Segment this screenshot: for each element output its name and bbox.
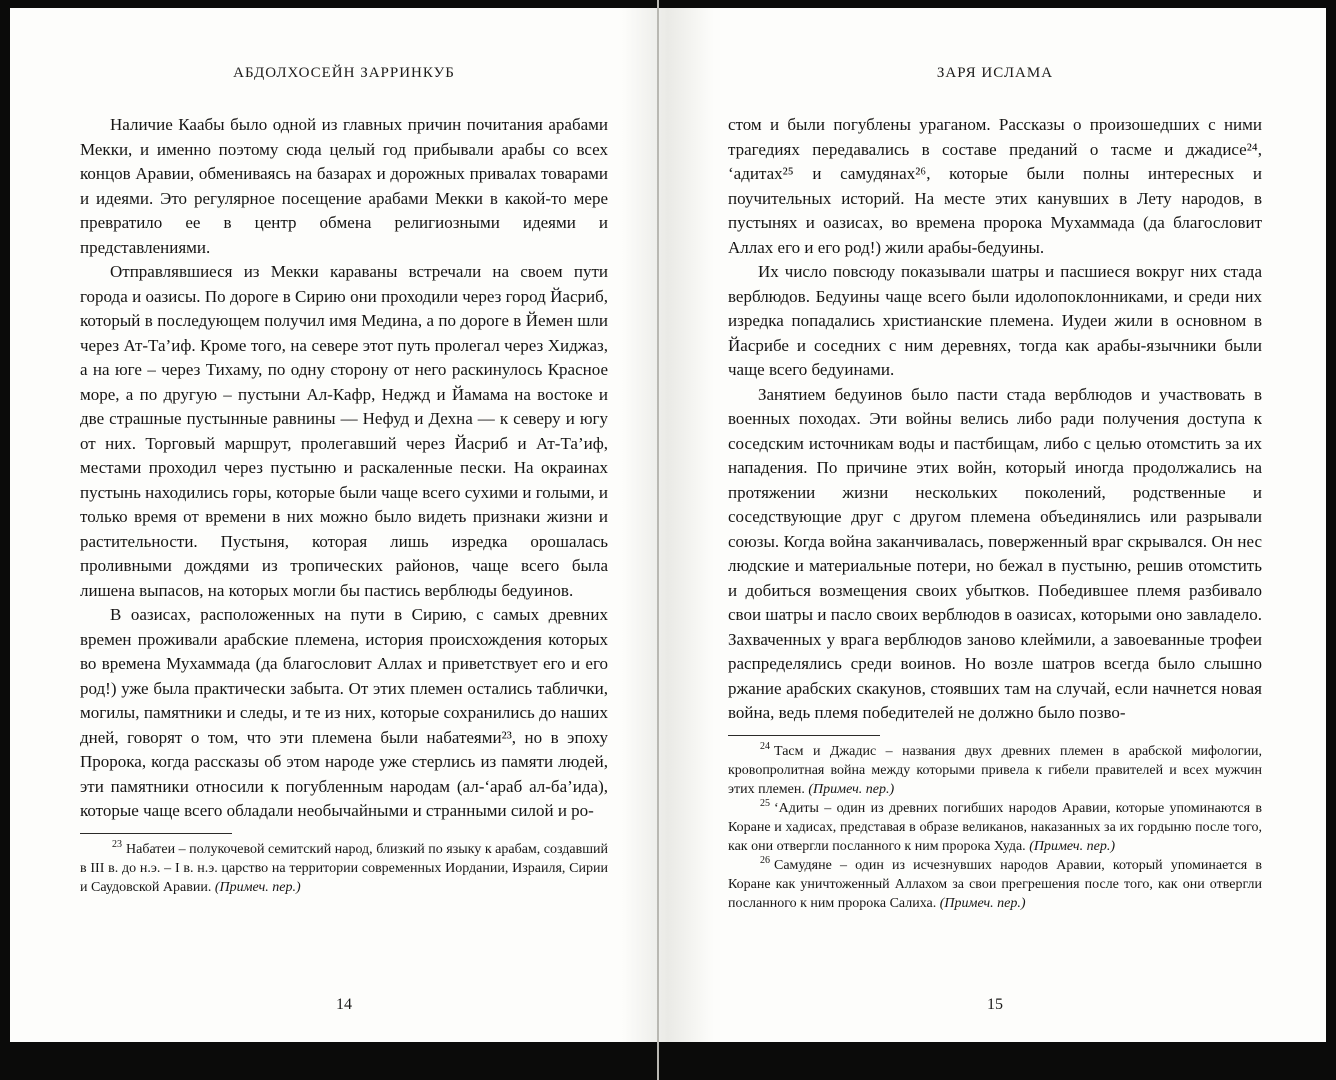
paragraph: Занятием бедуинов было пасти стада верблюдов и участвовать в военных походах. Эти войны велись либо ради получения доступа к соседским источникам воды и пастбищам, либо с целью отомстить за их нападения. По причине этих войн, который иногда продолжались на протяжении жизни нескольких поколений, родственные и соседствующие друг с другом племена объединялись или разрывали союзы. Когда война заканчивалась, поверженный враг скрывался. Он нес людские и материальные потери, но бежал в пустыню, решив отомстить и добиться возмещения своих убытков. Победившее племя разбивало свои шатры и пасло своих верблюдов в оазисах, которыми оно завладело. Захваченных у врага верблюдов заново клеймили, а завоеванные трофеи распределялись среди воинов. Но возле шатров всегда было слышно ржание арабских скакунов, стоявших там на случай, если начнется новая война, ведь племя победителей не должно было позво-	[728, 384, 1262, 722]
footnote	[728, 856, 1262, 913]
footnotes-section	[80, 833, 608, 897]
footnote-source: (Примеч. пер.)	[214, 879, 301, 895]
footnotes-section	[728, 735, 1262, 913]
right-page	[668, 8, 1326, 1042]
book-pages	[10, 8, 1326, 1042]
footnote-text: Самудяне – один из исчезнувших народов Аравии, который упоминается в Коране как уничтоженный Аллахом за свои прегрешения после того, как они отвергли посланного к ним пророка Салиха.	[728, 857, 1262, 911]
footnote-number: 26	[760, 854, 770, 866]
left-page	[10, 8, 668, 1042]
paragraph: Наличие Каабы было одной из главных причин почитания арабами Мекки, и именно поэтому сюда целый год прибывали арабы со всех концов Аравии, обмениваясь на базарах и дорожных привалах товарами и идеями. Это регулярное посещение арабами Мекки в какой-то мере превратило ее в центр обмена религиозными идеями и представлениями.	[80, 115, 608, 257]
paragraph: Отправлявшиеся из Мекки караваны встречали на своем пути города и оазисы. По дороге в Сирию они проходили через город Йасриб, который в последующем получил имя Медина, а по дороге в Йемен шли через Ат-Та’иф. Кроме того, на севере этот путь пролегал через Хиджаз, а на юге – через Тихаму, по одну сторону от него раскинулось Красное море, а по другую – пустыни Ал-Кафр, Неджд и Йамама на востоке и две страшные пустынные равнины — Нефуд и Дехна — к северу и югу от них. Торговый маршрут, пролегавший через Йасриб и Ат-Та’иф, местами проходил через пустыню и раскаленные пески. На окраинах пустынь находились горы, которые были чаще всего сухими и голыми, и только время от времени в них можно было видеть признаки жизни и растительности. Пустыня, которая лишь изредка орошалась проливными дождями из тропических районов, чаще всего была лишена выпасов, на которых могли бы пастись верблюды бедуинов.	[80, 262, 608, 600]
right-page-body	[728, 113, 1262, 726]
footnote-text: ‘Адиты – один из древних погибших народов Аравии, которые упоминаются в Коране и хадисах, представая в образе великанов, наказанных за их гордыню после того, как они отвергли посланного к ним пророка Худа.	[728, 800, 1262, 854]
footnote-number: 24	[760, 740, 770, 752]
page-number: 15	[987, 996, 1003, 1013]
footnote-divider	[728, 735, 880, 736]
paragraph-continuation: стом и были погублены ураганом. Рассказы о произошедших с ними трагедиях передавались в составе преданий о тасме и джадисе²⁴, ‘адитах²⁵ и самудянах²⁶, которые были полны интересных и поучительных историй. На месте этих канувших в Лету народов, в пустынях и оазисах, во времена пророка Мухаммада (да благословит Аллах его и его род!) жили арабы-бедуины.	[728, 115, 1262, 257]
footnote-number: 23	[112, 838, 122, 850]
running-header-author: АБДОЛХОСЕЙН ЗАРРИНКУБ	[233, 65, 455, 81]
footnote-text: Тасм и Джадис – названия двух древних племен в арабской мифологии, кровопролитная война между которыми привела к гибели правителей и всех мужчин этих племен.	[728, 743, 1262, 797]
running-header-title: ЗАРЯ ИСЛАМА	[936, 65, 1054, 81]
footnote-source: (Примеч. пер.)	[1029, 838, 1115, 854]
paragraph: В оазисах, расположенных на пути в Сирию, с самых древних времен проживали арабские племена, история происхождения которых во времена Мухаммада (да благословит Аллах и приветствует его и его род!) уже была практически забыта. От этих племен остались таблички, могилы, памятники и следы, и те из них, которые сохранились до наших дней, говорят о том, что эти племена были набатеями²³, но в эпоху Пророка, когда рассказы об этом народе уже стерлись из памяти людей, эти памятники относили к погубленным народам (ал-‘араб ал-ба’ида), которые чаще всего обладали необычайными и странными силой и ро-	[80, 605, 608, 820]
book-spine	[657, 0, 659, 1080]
paragraph: Их число повсюду показывали шатры и пасшиеся вокруг них стада верблюдов. Бедуины чаще всего были идолопоклонниками, и среди них изредка попадались христианские племена. Иудеи жили в основном в Йасрибе и соседних с ним деревнях, тогда как арабы-язычники были чаще всего бедуинами.	[728, 262, 1262, 379]
footnote	[728, 799, 1262, 856]
footnote-text: Набатеи – полукочевой семитский народ, близкий по языку к арабам, создавший в III в. до н.э. – I в. н.э. царство на территории современных Иордании, Израиля, Сирии и Саудовской Аравии.	[80, 841, 608, 895]
footnote	[80, 840, 608, 897]
left-page-body	[80, 113, 608, 824]
page-number: 14	[336, 996, 352, 1013]
footnote	[728, 742, 1262, 799]
footnote-source: (Примеч. пер.)	[808, 781, 895, 797]
footnote-divider	[80, 833, 232, 834]
footnote-number: 25	[760, 797, 770, 809]
footnote-source: (Примеч. пер.)	[939, 895, 1026, 911]
